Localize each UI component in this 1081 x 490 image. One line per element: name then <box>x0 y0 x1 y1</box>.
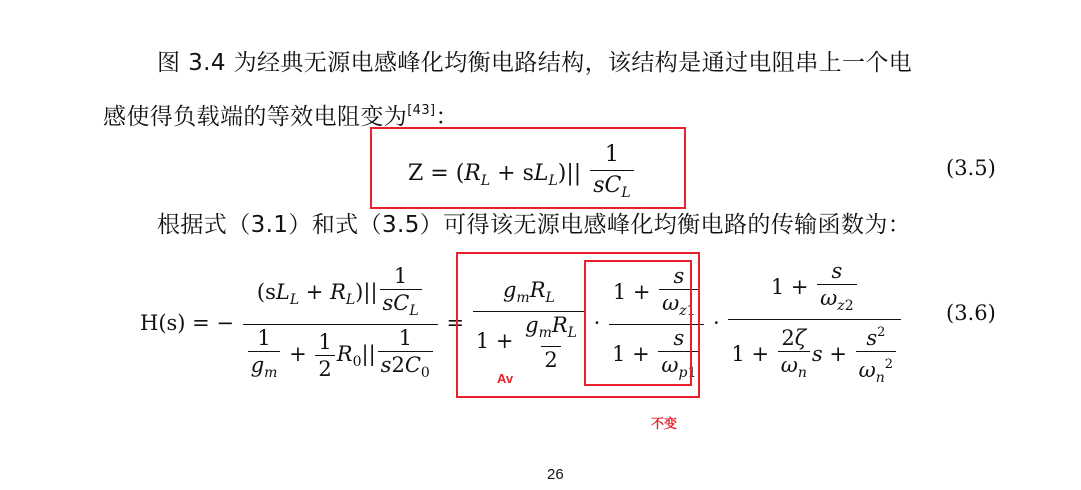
annotation-box-invariant <box>584 260 692 386</box>
eq36-main-numerator: $(sL_L + R_L)||$ $\frac{1}{sC_L}$ <box>254 263 427 324</box>
eq36-gain-fraction: $g_mR_L$ 1 + $\frac{g_mR_L}{2}$ <box>473 277 585 373</box>
eq36-equals: = <box>446 311 465 335</box>
annotation-label-av: Av <box>497 371 514 386</box>
annotation-box-eq35 <box>370 127 686 209</box>
eq35-numerator: 1 <box>604 142 619 167</box>
paragraph-line-2-text: 感使得负载端的等效电阻变为 <box>103 104 408 130</box>
eq35-lhs: $Z = (R_L + sL_L)||$ <box>408 161 582 189</box>
citation: [43] <box>407 103 436 118</box>
eq36-lhs: H(s) = − <box>140 311 235 335</box>
annotation-label-invariant: 不变 <box>651 416 678 431</box>
eq36-dot: · <box>593 311 601 335</box>
eq35-denominator: $sC_L$ <box>590 170 633 208</box>
paragraph-line-2-colon: ： <box>435 104 459 130</box>
eq36-zero-pole-fraction: 1 + $\frac{s}{\omega_{z1}}$ 1 + $\frac{s}{\omega_{p1}}$ <box>609 263 704 386</box>
equation-number-3-6: (3.6) <box>946 301 996 325</box>
eq36-second-order-fraction: 1 + $\frac{s}{\omega_{z2}}$ 1 + $\frac{2\zeta}{\omega_n}$ s + $\frac{s^2}{\omega_n^2}$ <box>728 258 901 391</box>
eq36-main-denominator: $\frac{1}{g_m}$ + $\frac{1}{2}$ $R_0||$ $\frac{1}{s2C_0}$ <box>243 324 438 386</box>
page-number: 26 <box>547 466 564 483</box>
paragraph-line-3: 根据式（3.1）和式（3.5）可得该无源电感峰化均衡电路的传输函数为： <box>157 212 912 238</box>
equation-number-3-5: (3.5) <box>946 156 996 180</box>
eq36-main-fraction <box>243 263 438 386</box>
eq36-dot-2: · <box>713 311 720 335</box>
paragraph-line-1: 图 3.4 为经典无源电感峰化均衡电路结构，该结构是通过电阻串上一个电 <box>157 50 913 76</box>
